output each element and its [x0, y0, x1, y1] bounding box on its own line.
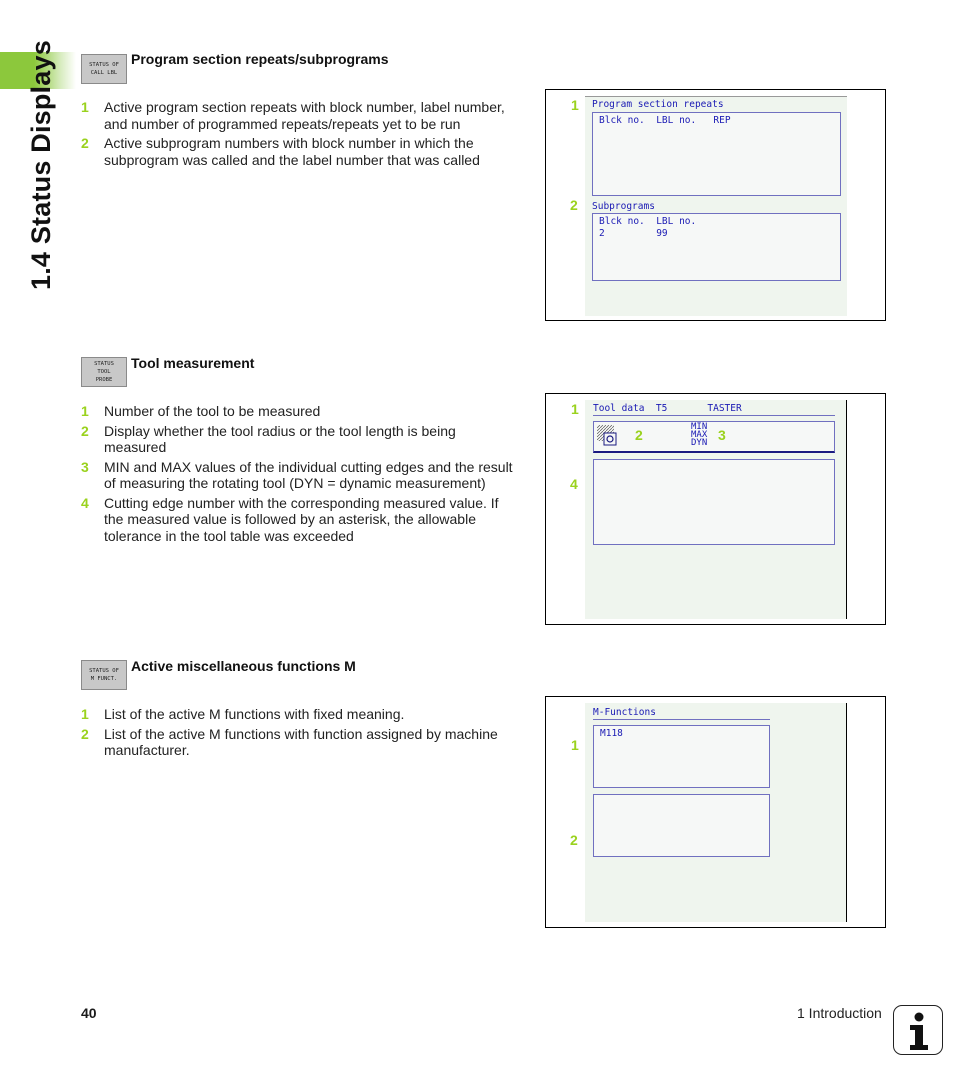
chapter-label: 1 Introduction [797, 1005, 882, 1021]
softkey-status-tool-probe[interactable]: STATUS TOOL PROBE [81, 357, 127, 387]
subprograms-title: Subprograms [592, 201, 655, 212]
list-item: 1 List of the active M functions with fixed meaning. [81, 706, 405, 722]
min-max-dyn-labels: MIN MAX DYN [691, 422, 708, 448]
list-item: 2 List of the active M functions with function assigned by machine manufacturer. [81, 725, 498, 758]
tool-data-header: Tool data T5 TASTER [593, 403, 742, 414]
title-underline [593, 719, 770, 720]
section-2-list [81, 403, 521, 547]
list-item: 1 Active program section repeats with block number, label number, and number of programmed repeats/repeats yet to be run [81, 99, 505, 132]
oem-m-functions-panel [593, 794, 770, 857]
m-function-value: M118 [600, 728, 623, 739]
callout-1: 1 [571, 401, 579, 417]
section-1-list [81, 99, 521, 171]
list-item: 3 MIN and MAX values of the individual cutting edges and the result of measuring the rotating tool (DYN = dynamic measurement) [81, 458, 513, 491]
callout-3: 3 [718, 427, 726, 443]
callout-1: 1 [571, 97, 579, 113]
screen-border [846, 400, 847, 619]
section-3-list [81, 706, 521, 762]
list-item: 2 Active subprogram numbers with block number in which the subprogram was called and the label number that was called [81, 135, 480, 168]
subprograms-header: Blck no. LBL no. [599, 216, 697, 227]
section-title-tool-measurement: Tool measurement [131, 355, 255, 371]
subprograms-row: 2 99 [599, 228, 668, 239]
screenshot-tool-measurement [545, 393, 886, 625]
info-icon [893, 1005, 943, 1055]
section-title-m-functions: Active miscellaneous functions M [131, 658, 356, 674]
softkey-status-call-lbl[interactable]: STATUS OF CALL LBL [81, 54, 127, 84]
repeats-header: Blck no. LBL no. REP [599, 115, 731, 126]
callout-2: 2 [570, 197, 578, 213]
repeats-panel [592, 112, 841, 196]
list-item: 1 Number of the tool to be measured [81, 403, 321, 419]
softkey-status-m-funct[interactable]: STATUS OF M FUNCT. [81, 660, 127, 690]
section-title-program-repeats: Program section repeats/subprograms [131, 51, 389, 67]
m-functions-title: M-Functions [593, 707, 656, 718]
list-item: 2 Display whether the tool radius or the tool length is being measured [81, 422, 456, 455]
subprograms-panel [592, 213, 841, 281]
list-item: 4 Cutting edge number with the corresponding measured value. If the measured value is followed by an asterisk, the allowable tolerance in the tool table was exceeded [81, 494, 499, 544]
fixed-m-functions-panel [593, 725, 770, 788]
screenshot-program-repeats [545, 89, 886, 321]
tool-status-panel [593, 421, 835, 453]
cutting-edges-panel [593, 459, 835, 545]
header-underline [593, 415, 835, 416]
callout-2: 2 [635, 427, 643, 443]
callout-2: 2 [570, 832, 578, 848]
callout-1: 1 [571, 737, 579, 753]
screen-border [846, 703, 847, 922]
chapter-side-title: 1.4 Status Displays [26, 40, 56, 290]
probe-tool-icon [597, 425, 617, 447]
repeats-title: Program section repeats [592, 99, 724, 110]
page-number: 40 [81, 1005, 97, 1021]
callout-4: 4 [570, 476, 578, 492]
screenshot-m-functions [545, 696, 886, 928]
